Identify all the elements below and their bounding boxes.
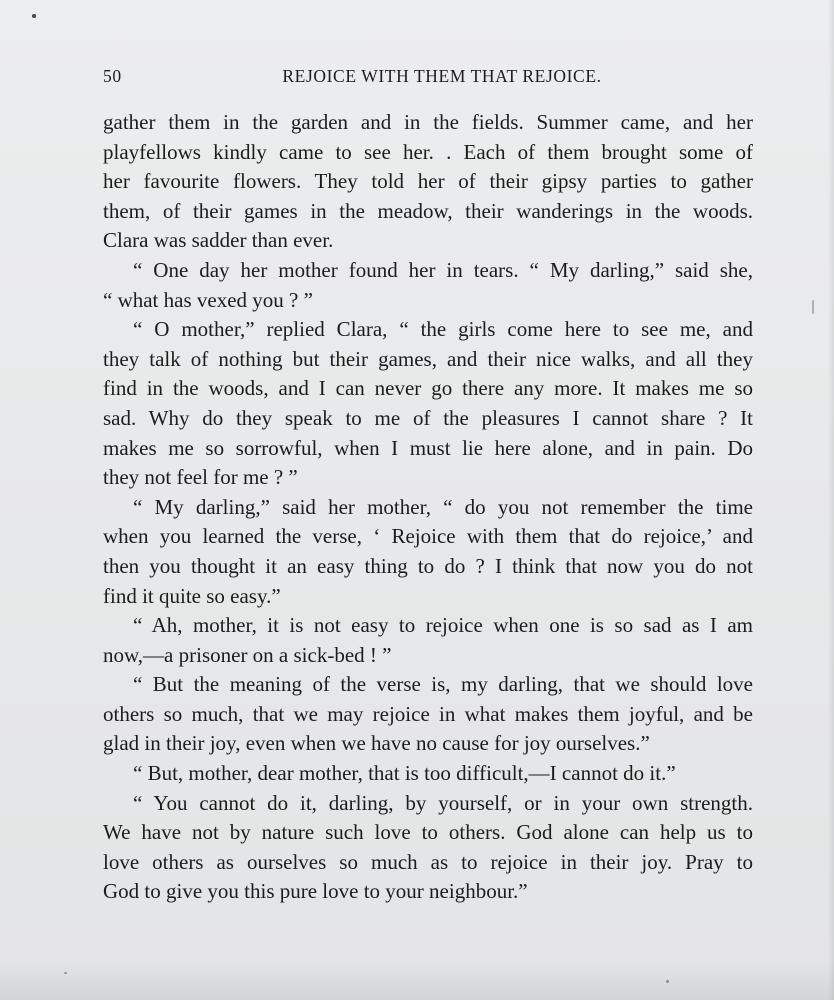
ink-speck bbox=[666, 980, 669, 983]
text-line: them, of their games in the meadow, their wanderings in the woods. bbox=[103, 198, 753, 223]
text-line: Clara was sadder than ever. bbox=[103, 228, 334, 253]
text-line: God to give you this pure love to your neighbour.” bbox=[103, 879, 528, 904]
body-text bbox=[103, 108, 753, 907]
text-line: We have not by nature such love to others. God alone can help us to bbox=[103, 820, 753, 845]
text-line: find it quite so easy.” bbox=[103, 583, 281, 608]
text-line: gather them in the garden and in the fields. Summer came, and her bbox=[103, 110, 753, 134]
text-line: glad in their joy, even when we have no cause for joy ourselves.” bbox=[103, 731, 650, 756]
text-line: “ But the meaning of the verse is, my darling, that we should love bbox=[133, 672, 753, 697]
text-line: playfellows kindly came to see her. . Each of them brought some of bbox=[103, 139, 753, 164]
text-line: they not feel for me ? ” bbox=[103, 465, 298, 490]
text-line: “ what has vexed you ? ” bbox=[103, 287, 313, 312]
ink-speck bbox=[32, 14, 36, 18]
text-line: “ But, mother, dear mother, that is too difficult,—I cannot do it.” bbox=[133, 761, 676, 786]
running-head: REJOICE WITH THEM THAT REJOICE. bbox=[282, 66, 602, 86]
text-line: “ One day her mother found her in tears. “ My darling,” said she, bbox=[133, 257, 753, 282]
text-line: “ You cannot do it, darling, by yourself, or in your own strength. bbox=[133, 790, 753, 815]
text-line: then you thought it an easy thing to do ? I think that now you do not bbox=[103, 553, 753, 578]
text-line: “ My darling,” said her mother, “ do you not remember the time bbox=[133, 494, 753, 519]
page-bottom-shadow bbox=[0, 960, 834, 1000]
page-edge-shadow bbox=[828, 0, 834, 1000]
text-line: her favourite flowers. They told her of their gipsy parties to gather bbox=[103, 169, 753, 194]
text-line: they talk of nothing but their games, and their nice walks, and all they bbox=[103, 346, 753, 371]
text-line: sad. Why do they speak to me of the pleasures I cannot share ? It bbox=[103, 405, 753, 430]
text-line: “ Ah, mother, it is not easy to rejoice when one is so sad as I am bbox=[133, 613, 753, 638]
ink-speck bbox=[64, 972, 67, 974]
text-line: find in the woods, and I can never go there any more. It makes me so bbox=[103, 376, 753, 401]
text-line: “ O mother,” replied Clara, “ the girls come here to see me, and bbox=[133, 317, 753, 342]
text-line: others so much, that we may rejoice in what makes them joyful, and be bbox=[103, 701, 753, 726]
page-number: 50 bbox=[103, 66, 122, 86]
page-header bbox=[103, 66, 753, 92]
ink-speck bbox=[812, 300, 814, 314]
text-line: love others as ourselves so much as to rejoice in their joy. Pray to bbox=[103, 849, 753, 874]
text-line: now,—a prisoner on a sick-bed ! ” bbox=[103, 642, 392, 667]
text-line: makes me so sorrowful, when I must lie here alone, and in pain. Do bbox=[103, 435, 753, 460]
text-line: when you learned the verse, ‘ Rejoice with them that do rejoice,’ and bbox=[103, 524, 753, 549]
